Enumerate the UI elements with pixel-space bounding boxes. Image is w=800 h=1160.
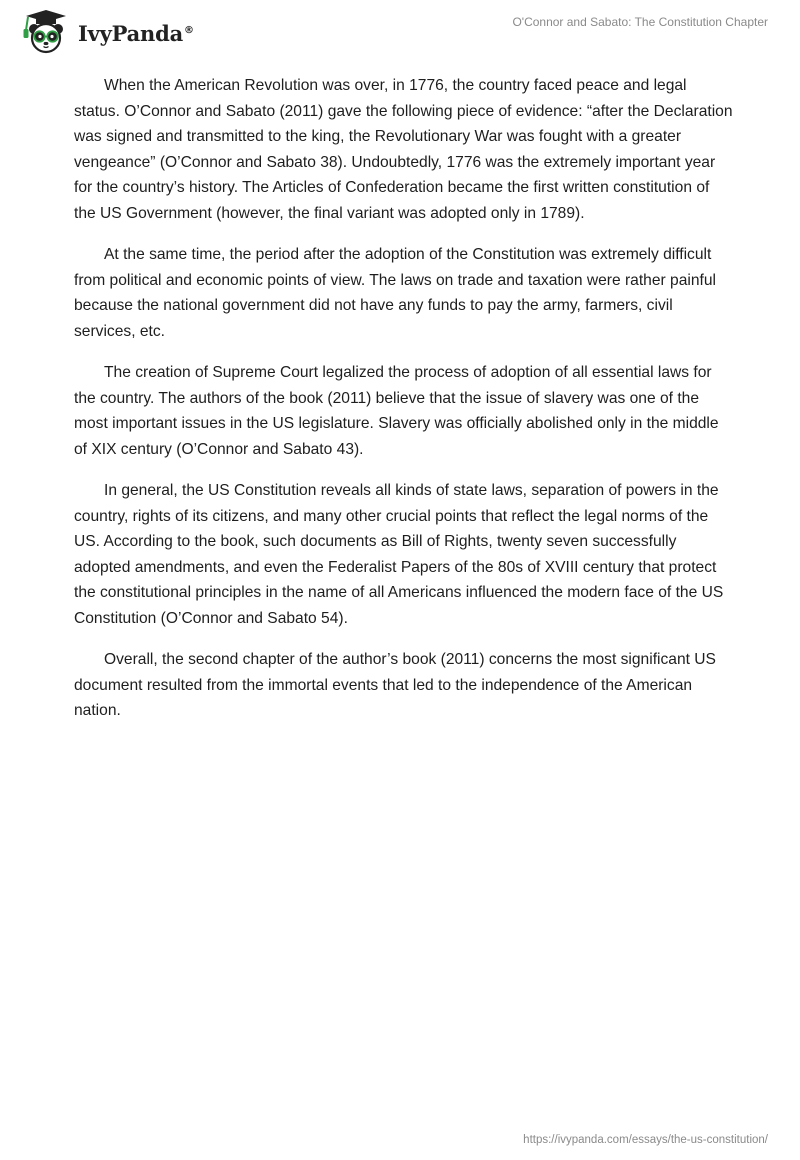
panda-graduate-icon: [14, 8, 76, 56]
page-header: [0, 0, 800, 64]
paragraph: At the same time, the period after the adoption of the Constitution was extremely difficult from political and economic points of view. The laws on trade and taxation were rather painful because the national government did not have any funds to pay the army, farmers, civil services, etc.: [74, 246, 717, 340]
registered-mark: ®: [184, 24, 194, 36]
paragraph: Overall, the second chapter of the author’s book (2011) concerns the most significant US document resulted from the immortal events that led to the independence of the American nation.: [74, 651, 716, 719]
paragraph: In general, the US Constitution reveals all kinds of state laws, separation of powers in the country, rights of its citizens, and many other crucial points that reflect the legal norms of the US. According to the book, such documents as Bill of Rights, twenty seven successfully adopted amendments, and even the Federalist Papers of the 80s of XVIII century that protect the constitutional principles in the name of all Americans influenced the modern face of the US Constitution (O’Connor and Sabato 54).: [74, 482, 724, 627]
logo-wordmark: IvyPanda®: [78, 20, 194, 46]
paragraph: The creation of Supreme Court legalized the process of adoption of all essential laws for the country. The authors of the book (2011) believe that the issue of slavery was one of the most important issues in the US legislature. Slavery was officially abolished only in the middle of XIX century (O’Connor and Sabato 43).: [74, 364, 719, 458]
source-url[interactable]: https://ivypanda.com/essays/the-us-constitution/: [523, 1134, 768, 1146]
paragraph: When the American Revolution was over, in 1776, the country faced peace and legal status. O’Connor and Sabato (2011) gave the following piece of evidence: “after the Declaration was signed and transmitted to the king, the Revolutionary War was fought with a greater vengeance” (O’Connor and Sabato 38). Undoubtedly, 1776 was the extremely important year for the country’s history. The Articles of Confederation became the first written constitution of the US Government (however, the final variant was adopted only in 1789).: [74, 77, 733, 222]
essay-body: [74, 73, 734, 740]
document-title: O'Connor and Sabato: The Constitution Chapter: [512, 15, 768, 29]
ivypanda-logo[interactable]: [14, 8, 194, 56]
